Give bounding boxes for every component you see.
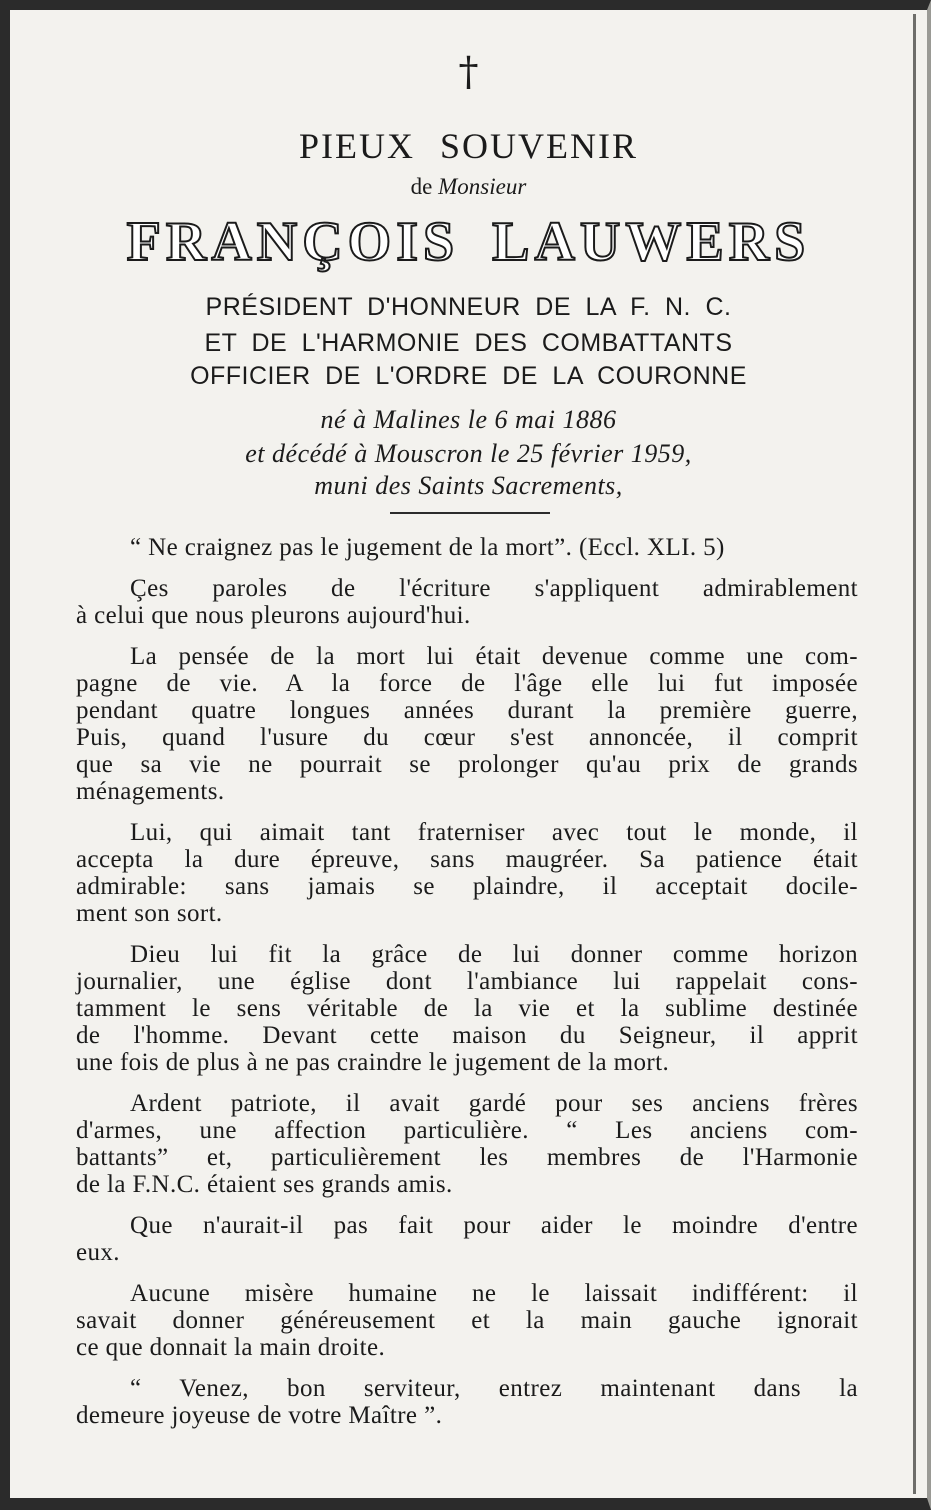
paragraph-line: eux. (76, 1239, 120, 1266)
paragraph-line: d'armes, une affection particulière. “ Les anciens com- (76, 1117, 858, 1144)
title-line-2: ET DE L'HARMONIE DES COMBATTANTS (204, 329, 733, 357)
honorific (10, 173, 927, 201)
paragraph (76, 575, 858, 629)
paragraph-line: accepta la dure épreuve, sans maugréer. Sa patience était (76, 846, 858, 873)
paragraph-line: admirable: sans jamais se plaindre, il acceptait docile- (76, 873, 858, 900)
paragraph-line: battants” et, particulièrement les membres de l'Harmonie (76, 1144, 858, 1171)
divider-rule (390, 512, 550, 514)
paragraph (76, 1280, 858, 1361)
death-line: et décédé à Mouscron le 25 février 1959, (245, 439, 692, 468)
honorific-de: de (410, 174, 433, 199)
title-line-1: PRÉSIDENT D'HONNEUR DE LA F. N. C. (205, 293, 732, 321)
paragraph-line: ment son sort. (76, 900, 223, 927)
paragraph-line: journalier, une église dont l'ambiance lui rappelait cons- (76, 968, 858, 995)
paragraph-line: ménagements. (76, 778, 225, 805)
paragraph-line: savait donner généreusement et la main gauche ignorait (76, 1307, 858, 1334)
paragraph-line: Dieu lui fit la grâce de lui donner comme horizon (130, 941, 858, 968)
paragraph-line: pendant quatre longues années durant la première guerre, (76, 697, 858, 724)
sacraments-line: muni des Saints Sacrements, (314, 471, 623, 500)
paragraph (76, 534, 858, 561)
paragraph-line: Que n'aurait-il pas fait pour aider le moindre d'entre (130, 1212, 858, 1239)
paragraph-line: Ardent patriote, il avait gardé pour ses anciens frères (130, 1090, 858, 1117)
cross-icon: † (458, 49, 479, 95)
paragraph-line: une fois de plus à ne pas craindre le jugement de la mort. (76, 1049, 670, 1076)
paragraph-line: demeure joyeuse de votre Maître ”. (76, 1402, 443, 1429)
eulogy-text (76, 534, 858, 1443)
paragraph-line: de l'homme. Devant cette maison du Seigneur, il apprit (76, 1022, 858, 1049)
paragraph-line: “ Ne craignez pas le jugement de la mort”. (Eccl. XLI. 5) (130, 534, 725, 561)
paragraph-line: Aucune misère humaine ne le laissait indifférent: il (130, 1280, 858, 1307)
paragraph-line: “ Venez, bon serviteur, entrez maintenant dans la (130, 1375, 858, 1402)
paragraph-line: La pensée de la mort lui était devenue comme une com- (130, 643, 858, 670)
honorific-monsieur: Monsieur (438, 174, 527, 199)
paragraph (76, 819, 858, 927)
paragraph-line: que sa vie ne pourrait se prolonger qu'au prix de grands (76, 751, 858, 778)
birth-line: né à Malines le 6 mai 1886 (320, 405, 617, 434)
paragraph-line: à celui que nous pleurons aujourd'hui. (76, 602, 471, 629)
paragraph-line: Lui, qui aimait tant fraterniser avec tout le monde, il (130, 819, 858, 846)
paragraph (76, 1212, 858, 1266)
card-title: PIEUX SOUVENIR (299, 126, 638, 166)
paragraph-line: Çes paroles de l'écriture s'appliquent admirablement (130, 575, 858, 602)
paragraph-line: ce que donnait la main droite. (76, 1334, 386, 1361)
paragraph-line: pagne de vie. A la force de l'âge elle lui fut imposée (76, 670, 858, 697)
paragraph-line: de la F.N.C. étaient ses grands amis. (76, 1171, 453, 1198)
paragraph (76, 1375, 858, 1429)
title-line-3: OFFICIER DE L'ORDRE DE LA COURONNE (190, 362, 747, 390)
deceased-name: FRANÇOIS LAUWERS (126, 211, 811, 273)
paragraph (76, 1090, 858, 1198)
paragraph (76, 941, 858, 1076)
paragraph (76, 643, 858, 805)
paragraph-line: Puis, quand l'usure du cœur s'est annoncée, il comprit (76, 724, 858, 751)
paragraph-line: tamment le sens véritable de la vie et la sublime destinée (76, 995, 858, 1022)
